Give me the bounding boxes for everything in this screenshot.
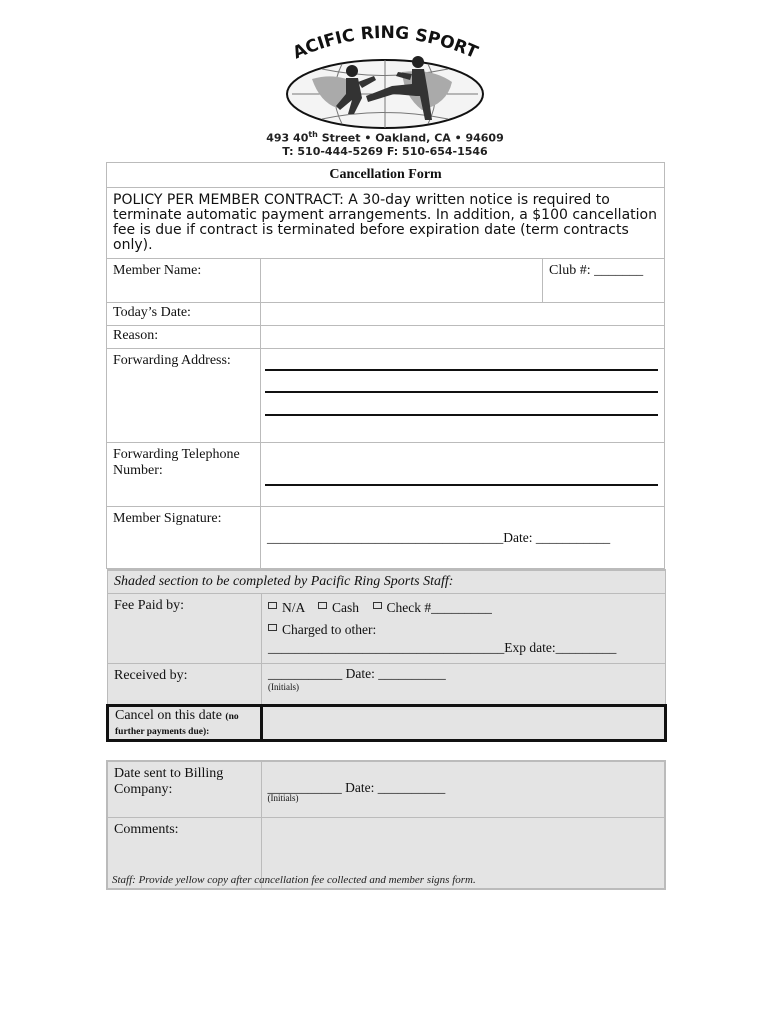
policy-text: POLICY PER MEMBER CONTRACT: A 30-day written notice is required to terminate automatic payment arrangements. In addition, a $100 cancellation fee is due if contract is terminated before expiration date (term contracts only). bbox=[107, 188, 665, 259]
checkbox-icon bbox=[268, 602, 277, 609]
date-sent-billing-field[interactable] bbox=[261, 761, 665, 817]
address-line-2 bbox=[265, 391, 658, 393]
forwarding-address-label: Forwarding Address: bbox=[107, 349, 261, 443]
date-sent-billing-label: Date sent to Billing Company: bbox=[107, 761, 261, 817]
received-by-label: Received by: bbox=[108, 664, 262, 706]
checkbox-check[interactable]: Check #_________ bbox=[373, 600, 492, 615]
staff-footer-note: Staff: Provide yellow copy after cancellation fee collected and member signs form. bbox=[112, 874, 476, 886]
todays-date-label: Today’s Date: bbox=[107, 303, 261, 326]
member-signature-field[interactable] bbox=[261, 507, 665, 569]
club-number-field[interactable]: Club #: _______ bbox=[543, 259, 665, 303]
fee-paid-label: Fee Paid by: bbox=[108, 594, 262, 664]
logo-text: ACIFIC RING SPORT bbox=[289, 24, 481, 64]
address-line-1 bbox=[265, 369, 658, 371]
phone-fax-line: T: 510-444-5269 F: 510-654-1546 bbox=[282, 145, 488, 158]
todays-date-field[interactable] bbox=[261, 303, 665, 326]
form-title: Cancellation Form bbox=[107, 163, 665, 188]
fee-paid-options bbox=[262, 594, 666, 664]
shaded-section-note: Shaded section to be completed by Pacific Ring Sports Staff: bbox=[108, 570, 666, 594]
received-by-field[interactable] bbox=[262, 664, 666, 706]
checkbox-icon bbox=[318, 602, 327, 609]
forwarding-telephone-label: Forwarding Telephone Number: bbox=[107, 443, 261, 507]
checkbox-charged-other[interactable]: Charged to other: bbox=[268, 622, 376, 637]
date-sent-line: ___________ Date: __________ bbox=[267, 780, 446, 795]
cancellation-form bbox=[106, 162, 664, 890]
comments-label: Comments: bbox=[107, 817, 261, 889]
member-signature-label: Member Signature: bbox=[107, 507, 261, 569]
billing-section-table bbox=[106, 760, 666, 890]
exp-date-line[interactable]: ___________________________________Exp date:_________ bbox=[268, 640, 617, 655]
staff-section-table bbox=[106, 569, 667, 742]
cancel-date-label: Cancel on this date (no further payments due): bbox=[108, 706, 262, 741]
signature-date-line: ___________________________________Date: ___________ bbox=[267, 530, 611, 545]
member-section-table bbox=[106, 162, 665, 569]
address-line: 493 40th Street • Oakland, CA • 94609 bbox=[266, 130, 504, 145]
checkbox-icon bbox=[268, 624, 277, 631]
cancel-date-field[interactable] bbox=[262, 706, 666, 741]
telephone-line bbox=[265, 484, 658, 486]
member-name-label: Member Name: bbox=[107, 259, 261, 303]
reason-field[interactable] bbox=[261, 326, 665, 349]
reason-label: Reason: bbox=[107, 326, 261, 349]
forwarding-address-field[interactable] bbox=[261, 349, 665, 443]
forwarding-telephone-field[interactable] bbox=[261, 443, 665, 507]
pacific-ring-sports-logo bbox=[282, 24, 488, 130]
checkbox-cash[interactable]: Cash bbox=[318, 600, 359, 615]
checkbox-na[interactable]: N/A bbox=[268, 600, 305, 615]
svg-text:PACIFIC RING SPORTS bbox=[282, 24, 481, 64]
initials-caption: (Initials) bbox=[268, 682, 299, 692]
checkbox-icon bbox=[373, 602, 382, 609]
initials-caption: (Initials) bbox=[267, 793, 299, 803]
received-by-line: ___________ Date: __________ bbox=[268, 666, 446, 681]
member-name-field[interactable] bbox=[261, 259, 543, 303]
address-line-3 bbox=[265, 414, 658, 416]
